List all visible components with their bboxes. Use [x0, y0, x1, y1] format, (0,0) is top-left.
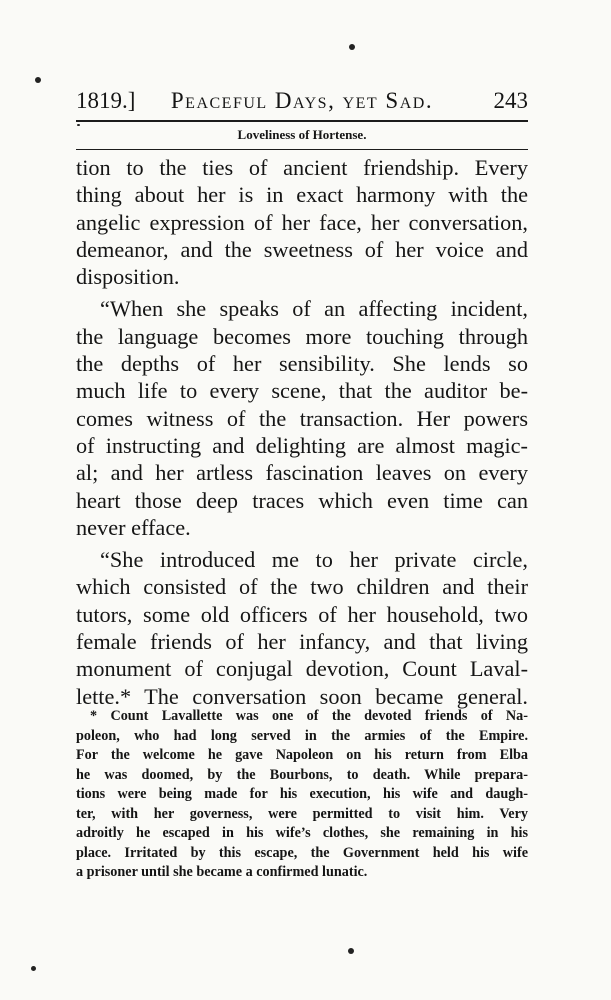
text-line: heart those deep traces which even time can — [76, 487, 528, 513]
footnote-line: poleon, who had long served in the armies of the Empire. — [76, 727, 528, 744]
footnote-line: place. Irritated by this escape, the Government held his wife — [76, 844, 528, 861]
ink-speck — [349, 44, 355, 50]
text-line: tutors, some old officers of her household, two — [76, 601, 528, 627]
header-title: Peaceful Days, yet Sad. — [170, 88, 434, 113]
text-line: al; and her artless fascination leaves on every — [76, 460, 528, 486]
ink-speck — [348, 948, 354, 954]
header-rule — [76, 120, 528, 122]
ink-speck — [31, 966, 36, 971]
footnote-line: ter, with her governess, were permitted to visit him. Very — [76, 805, 528, 822]
text-line: thing about her is in exact harmony with the — [76, 182, 528, 208]
text-line: female friends of her infancy, and that living — [76, 629, 528, 655]
footnote-line: For the welcome he gave Napoleon on his return from Elba — [76, 747, 528, 763]
text-line: tion to the ties of ancient friendship. Every — [76, 155, 528, 180]
text-line: “She introduced me to her private circle, — [100, 547, 528, 573]
footnote-line: tions were being made for his execution, his wife and daugh- — [76, 786, 528, 802]
header-year: 1819.] — [76, 88, 136, 113]
page-number: 243 — [493, 88, 528, 113]
page-subheading: Loveliness of Hortense. — [237, 127, 367, 142]
text-line: much life to every scene, that the auditor be- — [76, 378, 528, 404]
text-line: never efface. — [76, 514, 191, 540]
text-line: lette.* The conversation soon became general. — [76, 683, 528, 709]
footnote-line: * Count Lavallette was one of the devoted friends of Na- — [90, 708, 528, 724]
text-line: monument of conjugal devotion, Count Laval- — [76, 656, 528, 682]
text-line: the depths of her sensibility. She lends so — [76, 351, 528, 377]
text-line: demeanor, and the sweetness of her voice and — [76, 236, 528, 262]
footnote-line: he was doomed, by the Bourbons, to death. While prepara- — [76, 766, 528, 783]
text-line: comes witness of the transaction. Her powers — [76, 405, 528, 431]
text-line: which consisted of the two children and their — [76, 574, 528, 600]
text-line: the language becomes more touching through — [76, 323, 528, 349]
subheading-rule — [76, 149, 528, 150]
ink-speck — [35, 77, 41, 83]
body-text — [76, 154, 528, 710]
text-line: disposition. — [76, 264, 180, 290]
running-header — [76, 84, 528, 120]
footnote-line: adroitly he escaped in his wife’s clothes, she remaining in his — [76, 825, 528, 841]
footnote-line: a prisoner until she became a confirmed lunatic. — [76, 864, 368, 880]
text-line: angelic expression of her face, her conversation, — [76, 209, 528, 235]
text-line: “When she speaks of an affecting incident, — [100, 296, 528, 322]
footnote — [76, 707, 528, 883]
text-line: of instructing and delighting are almost magic- — [76, 432, 528, 458]
